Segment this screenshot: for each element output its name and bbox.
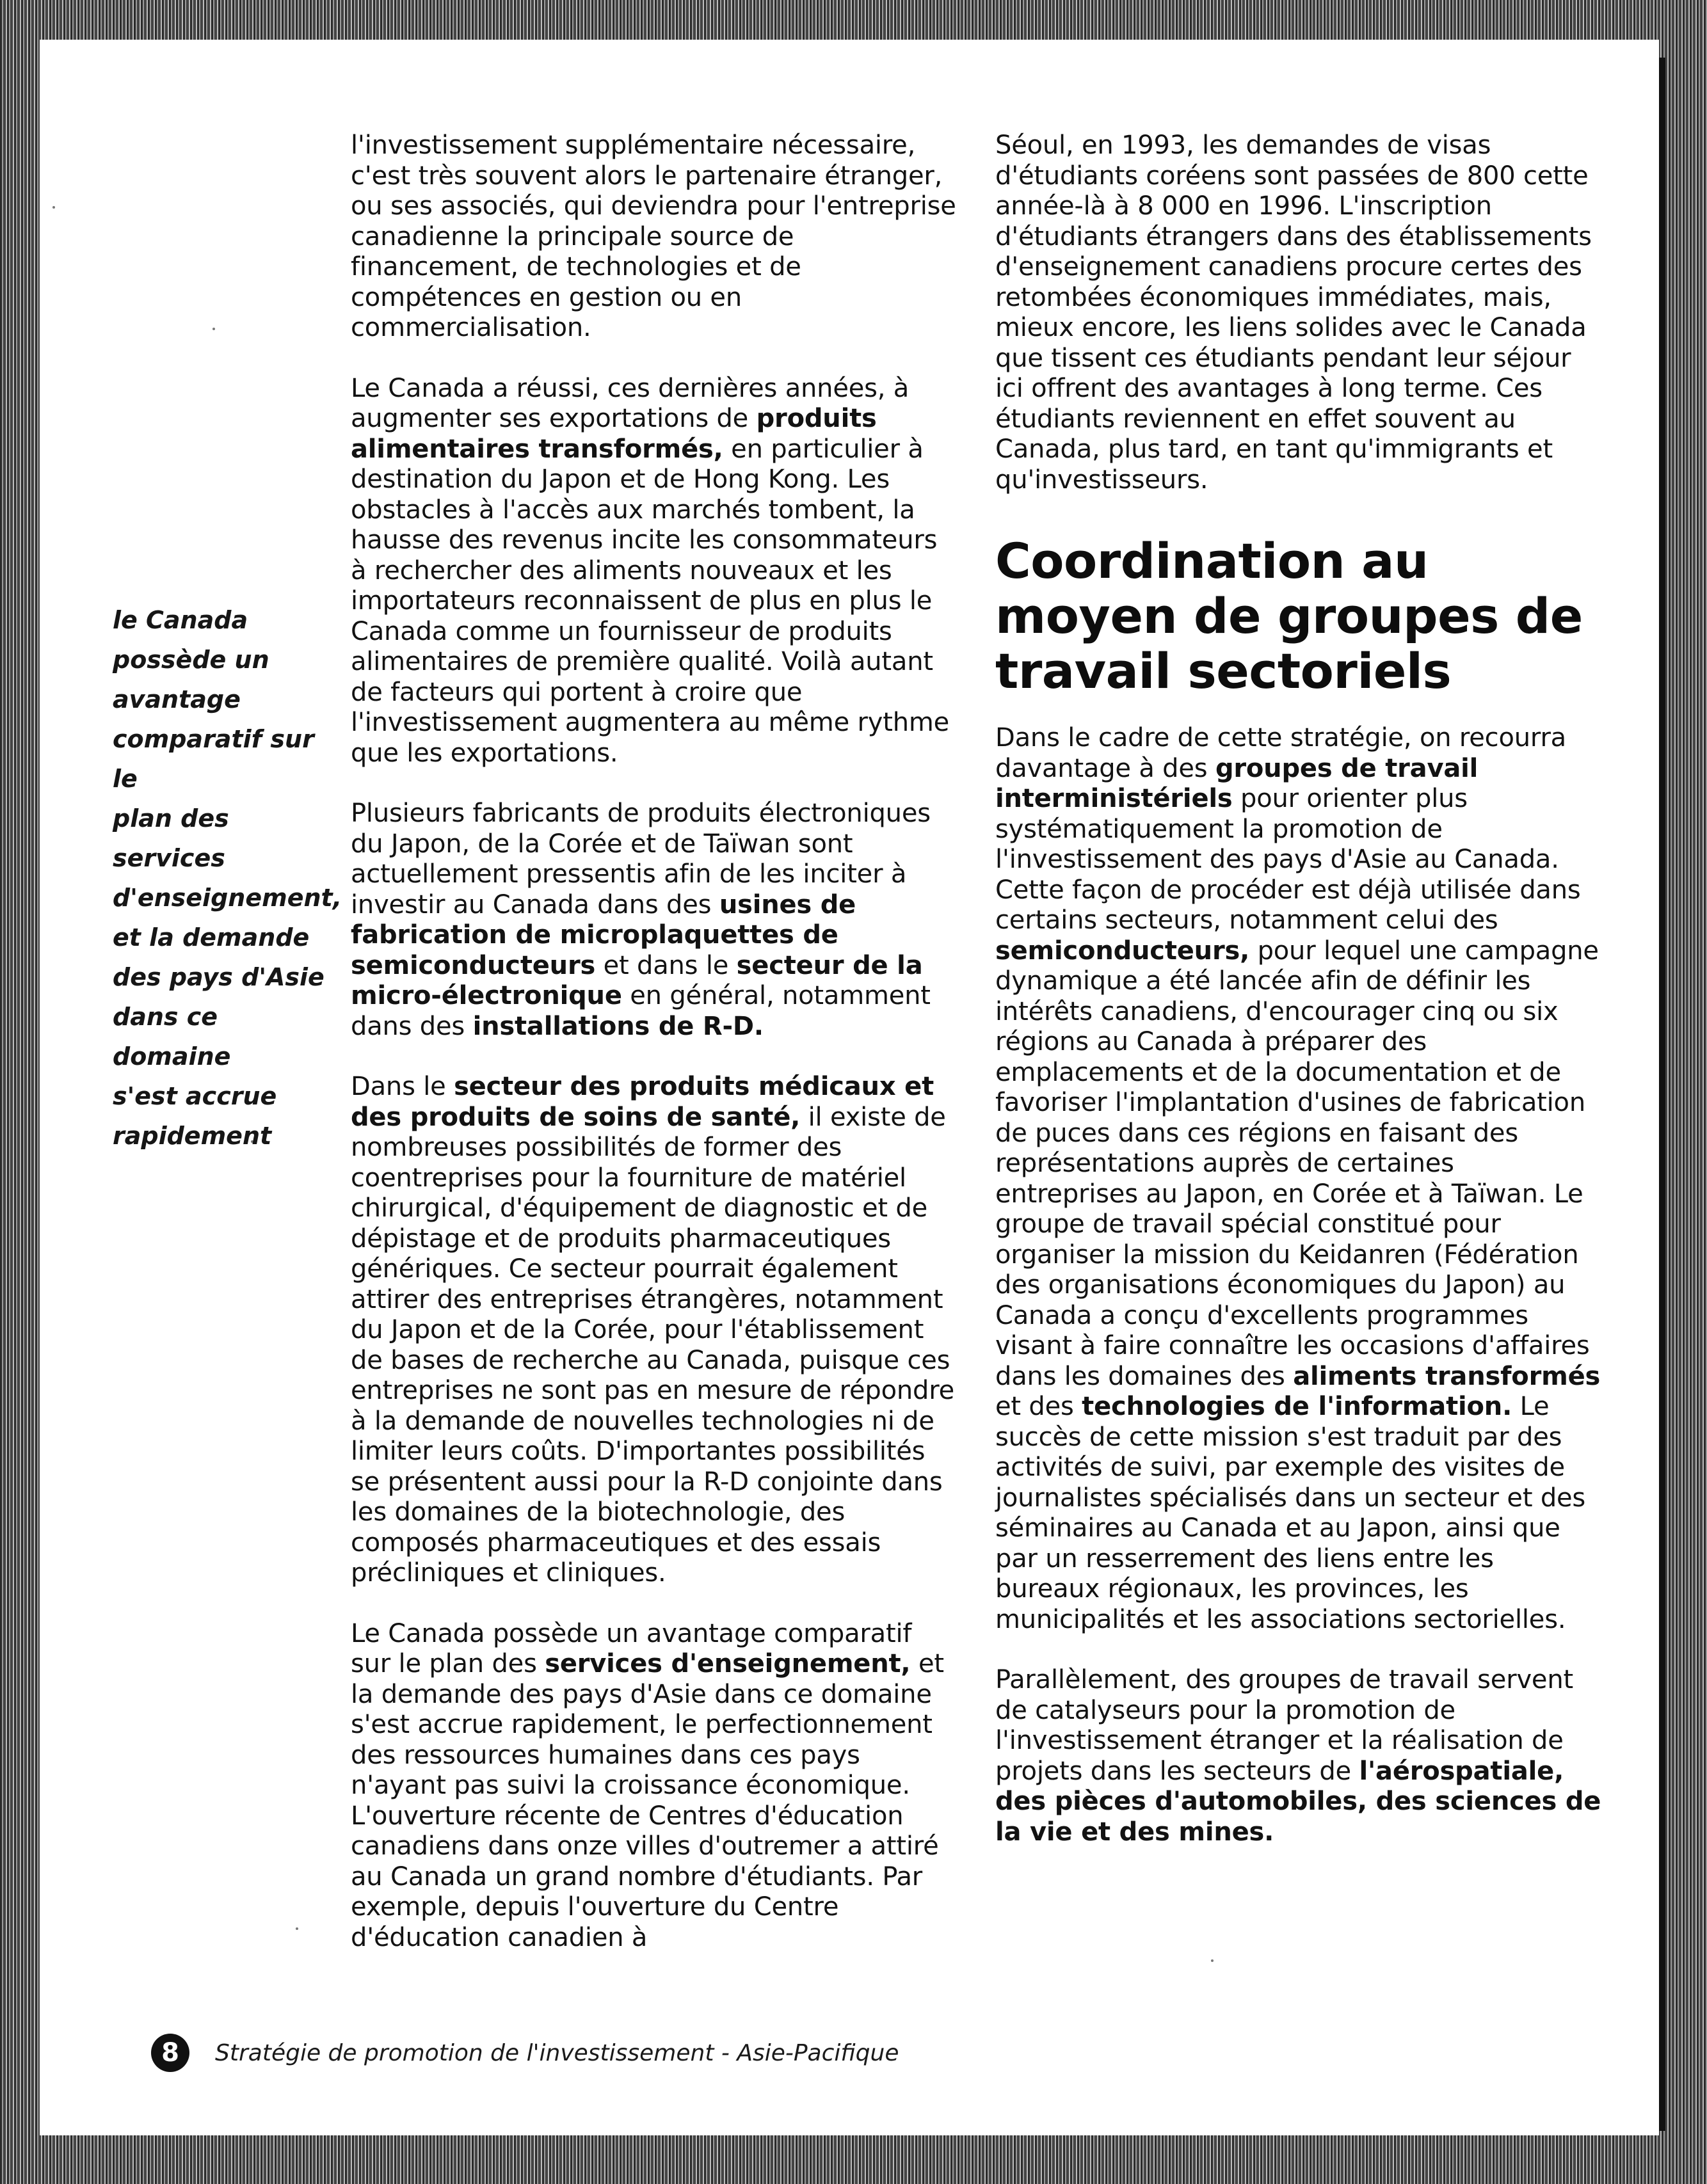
paragraph-medical-products (351, 1072, 959, 1589)
pull-quote (113, 600, 342, 1156)
text-run: en général, notamment dans des (351, 981, 931, 1041)
text-run: pour lequel une campagne dynamique a été lancée afin de définir les intérêts canadiens, d'encourager cinq ou six régions au Canada à préparer des emplacements et de la documentation et de favoriser l'implantation d'usines de fabrication de puces dans ces régions en faisant des représentations auprès de certaines entreprises au Japon, en Corée et à Taïwan. Le groupe de travail spécial constitué pour organiser la mission du Keidanren (Fédération des organisations économiques du Japon) au Canada a conçu d'excellents programmes visant à faire connaître les occasions d'affaires dans les domaines des (995, 936, 1599, 1391)
bold-term: aliments transformés (1293, 1361, 1601, 1391)
pull-quote-line: comparatif sur le (113, 725, 314, 793)
text-run: Le succès de cette mission s'est traduit par des activités de suivi, par exemple des visites de journalistes spécialisés dans un secteur et des séminaires au Canada et au Japon, ainsi que par un resserrement des liens entre les bureaux régionaux, les provinces, les municipalités et les associations sectorielles. (995, 1392, 1586, 1634)
pull-quote-line: s'est accrue (113, 1082, 277, 1110)
pull-quote-line: des pays d'Asie (113, 963, 325, 991)
text-run: Plusieurs fabricants de produits électroniques du Japon, de la Corée et de Taïwan sont actuellement pressentis afin de les inciter à investir au Canada dans des (351, 799, 931, 920)
bold-term: installations de R-D. (472, 1011, 764, 1041)
bold-term: technologies de l'information. (1082, 1392, 1512, 1421)
bold-term: l'aérospatiale, des pièces d'automobiles, des sciences de la vie et des mines. (995, 1756, 1601, 1847)
text-run: en particulier à destination du Japon et de Hong Kong. Les obstacles à l'accès aux marchés tombent, la hausse des revenus incite les consommateurs à rechercher des aliments nouveaux et les importateurs reconnaissent de plus en plus le Canada comme un fournisseur de produits alimentaires de première qualité. Voilà autant de facteurs qui portent à croire que l'investissement augmentera au même rythme que les exportations. (351, 434, 950, 768)
bold-term: services d'enseignement, (545, 1649, 911, 1678)
scan-speck (1211, 1959, 1214, 1962)
pull-quote-line: plan des services (113, 804, 229, 872)
paragraph-catalysts (995, 1665, 1603, 1847)
paragraph-education-services (351, 1619, 959, 1954)
text-run: et dans le (595, 950, 737, 980)
text-run: Le Canada possède un avantage comparatif sur le plan des (351, 1618, 912, 1678)
pull-quote-line: rapidement (113, 1122, 272, 1150)
left-text-column (351, 131, 959, 1983)
text-run: il existe de nombreuses possibilités de former des coentreprises pour la fourniture de matériel chirurgical, d'équipement de diagnostic et de dépistage et de produits pharmaceutiques génériques. Ce secteur pourrait également attirer des entreprises étrangères, notamment du Japon et de la Corée, pour l'établissement de bases de recherche au Canada, puisque ces entreprises ne sont pas en mesure de répondre à la demande de nouvelles technologies ni de limiter leurs coûts. D'importantes possibilités se présentent aussi pour la R-D conjointe dans les domaines de la biotechnologie, des composés pharmaceutiques et des essais précliniques et cliniques. (351, 1102, 954, 1588)
page-footer (151, 2034, 899, 2072)
pull-quote-line: et la demande (113, 923, 310, 952)
text-run: et la demande des pays d'Asie dans ce domaine s'est accrue rapidement, le perfectionnement des ressources humaines dans ces pays n'ayant pas suivi la croissance économique. L'ouverture récente de Centres d'éducation canadiens dans onze villes d'outremer a attiré au Canada un grand nombre d'étudiants. Par exemple, depuis l'ouverture du Centre d'éducation canadien à (351, 1649, 944, 1952)
bold-term: secteur des produits médicaux et des produits de soins de santé, (351, 1072, 934, 1132)
bold-term: usines de fabrication de microplaquettes de semiconducteurs (351, 889, 856, 980)
right-text-column (995, 131, 1603, 1877)
section-heading: Coordination au moyen de groupes de travail sectoriels (995, 532, 1583, 699)
text-run: Dans le (351, 1072, 454, 1101)
scan-speck (52, 206, 55, 209)
paragraph-processed-food (351, 374, 959, 769)
paragraph-korean-students: Séoul, en 1993, les demandes de visas d'étudiants coréens sont passées de 800 cette année-là à 8 000 en 1996. L'inscription d'étudiants étrangers dans des établissements d'enseignement canadiens procure certes des retombées économiques immédiates, mais, mieux encore, les liens solides avec le Canada que tissent ces étudiants pendant leur séjour ici offrent des avantages à long terme. Ces étudiants reviennent en effet souvent au Canada, plus tard, en tant qu'immigrants et qu'investisseurs. (995, 131, 1592, 495)
text-run: et des (995, 1392, 1082, 1421)
bold-term: semiconducteurs, (995, 936, 1250, 966)
footer-title: Stratégie de promotion de l'investissement - Asie-Pacifique (215, 2039, 899, 2066)
page-number: 8 (151, 2034, 189, 2072)
scan-speck (212, 328, 215, 330)
bold-term: produits alimentaires transformés, (351, 404, 877, 464)
text-run: Le Canada a réussi, ces dernières années, à augmenter ses exportations de (351, 373, 910, 433)
text-run: Dans le cadre de cette stratégie, on recourra davantage à des (995, 723, 1566, 783)
pull-quote-line: dans ce domaine (113, 1003, 231, 1071)
paragraph-electronics (351, 799, 959, 1042)
bold-term: secteur de la micro-électronique (351, 950, 923, 1010)
paragraph-working-groups (995, 723, 1603, 1635)
bold-term: groupes de travail interministériels (995, 753, 1479, 813)
scan-page-edge (1659, 58, 1665, 2131)
pull-quote-line: avantage (113, 685, 241, 713)
pull-quote-line: possède un (113, 646, 269, 674)
scan-speck (296, 1927, 298, 1930)
text-run: Parallèlement, des groupes de travail servent de catalyseurs pour la promotion de l'investissement étranger et la réalisation de projets dans les secteurs de (995, 1665, 1573, 1786)
pull-quote-line: le Canada (113, 606, 248, 634)
pull-quote-line: d'enseignement, (113, 884, 342, 912)
paragraph-investment-partner: l'investissement supplémentaire nécessaire, c'est très souvent alors le partenaire étranger, ou ses associés, qui deviendra pour l'entreprise canadienne la principale source de financement, de technologies et de compétences en gestion ou en commercialisation. (351, 131, 956, 342)
text-run: pour orienter plus systématiquement la promotion de l'investissement des pays d'Asie au Canada. Cette façon de procéder est déjà utilisée dans certains secteurs, notamment celui des (995, 784, 1581, 935)
